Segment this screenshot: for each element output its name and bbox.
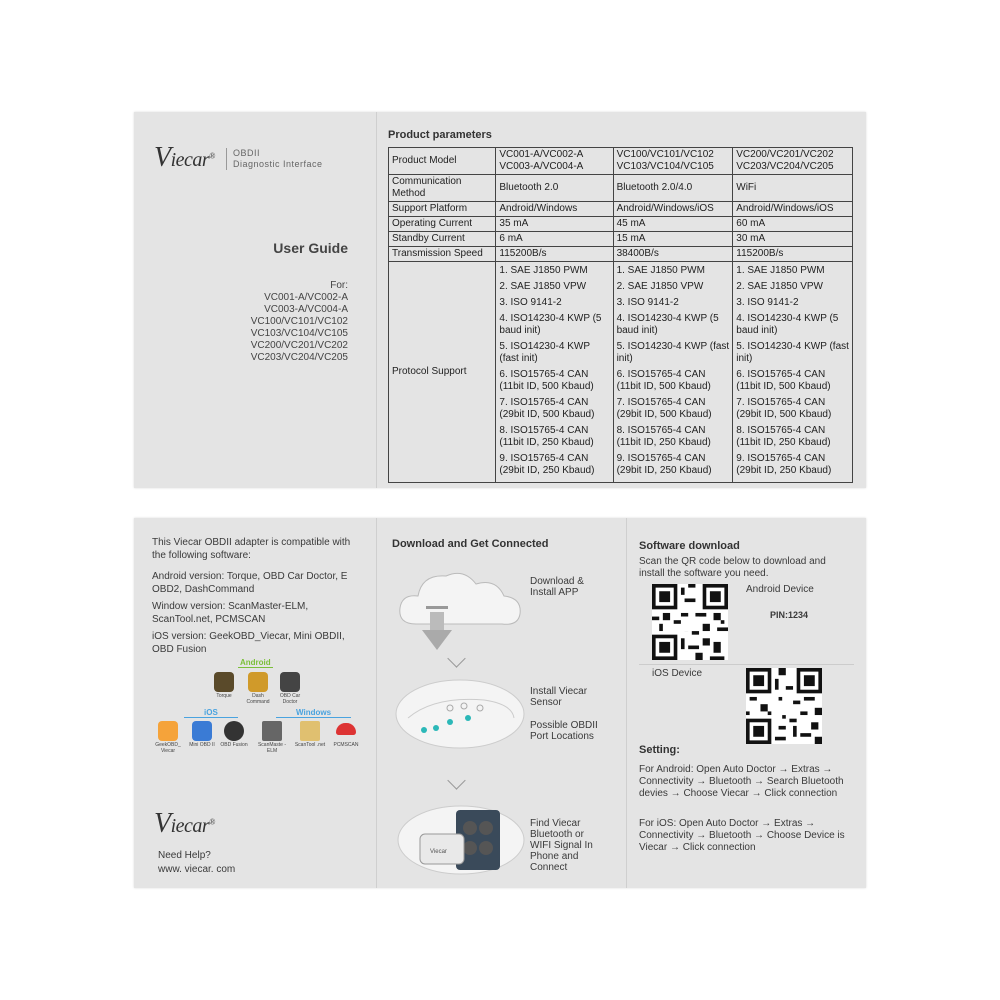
bottom-logo (154, 808, 215, 840)
protocol-item: 4. ISO14230-4 KWP (5 baud init) (616, 313, 719, 336)
scantool-app-icon (300, 721, 320, 741)
model-item: VC001-A/VC002-A (264, 292, 348, 303)
table-cell: Support Platform (389, 202, 496, 217)
table-row (389, 148, 853, 175)
table-cell: VC001-A/VC002-A VC003-A/VC004-A (496, 148, 613, 175)
model-item: VC200/VC201/VC202 (250, 340, 348, 351)
qr-pattern (746, 668, 822, 744)
step-install: Install Viecar Sensor (530, 686, 588, 708)
app-label: ScanTool .net (294, 742, 326, 748)
table-cell: 6 mA (496, 232, 613, 247)
fold-line (376, 112, 377, 488)
table-cell: Protocol Support (389, 262, 496, 483)
top-sheet (134, 112, 866, 488)
app-label: Torque (216, 693, 232, 699)
table-cell: Communication Method (389, 175, 496, 202)
protocol-item: 7. ISO15765-4 CAN (29bit ID, 500 Kbaud) (616, 397, 712, 420)
qr-pattern (652, 584, 728, 660)
table-cell: Operating Current (389, 217, 496, 232)
cloud-download-icon (396, 564, 526, 654)
table-cell: 60 mA (733, 217, 853, 232)
ios-line: iOS version: GeekOBD_Viecar, Mini OBDII, OBD Fusion (152, 631, 345, 655)
sensor-label: Viecar (430, 849, 447, 855)
protocol-item: 5. ISO14230-4 KWP (fast init) (616, 341, 730, 364)
need-help: Need Help? (158, 850, 211, 861)
car-ports-icon (394, 678, 526, 750)
table-cell: 45 mA (613, 217, 733, 232)
table-cell: Android/Windows (496, 202, 613, 217)
protocol-item: 7. ISO15765-4 CAN (29bit ID, 500 Kbaud) (736, 397, 832, 420)
table-row (389, 202, 853, 217)
table-cell: 38400B/s (613, 247, 733, 262)
protocol-item: 8. ISO15765-4 CAN (11bit ID, 250 Kbaud) (616, 425, 711, 448)
app-label: Dash Command (246, 693, 270, 705)
app-label: GeekOBD_ Viecar (155, 742, 181, 754)
table-cell: VC100/VC101/VC102 VC103/VC104/VC105 (613, 148, 733, 175)
user-guide-title: User Guide (273, 240, 348, 256)
table-cell: 115200B/s (733, 247, 853, 262)
app-label: OBD Car Doctor (279, 693, 301, 705)
protocol-item: 3. ISO 9141-2 (736, 297, 799, 308)
table-cell: VC200/VC201/VC202 VC203/VC204/VC205 (733, 148, 853, 175)
protocol-item: 2. SAE J1850 VPW (616, 281, 704, 292)
protocol-item: 5. ISO14230-4 KWP (fast init) (499, 341, 590, 364)
windows-line: Window version: ScanMaster-ELM, ScanTool.net, PCMSCAN (152, 601, 309, 625)
protocol-item: 2. SAE J1850 VPW (499, 281, 587, 292)
params-title: Product parameters (388, 129, 492, 141)
compat-intro: This Viecar OBDII adapter is compatible with the following software: (152, 537, 351, 561)
table-row (389, 175, 853, 202)
protocol-item: 6. ISO15765-4 CAN (11bit ID, 500 Kbaud) (616, 369, 711, 392)
protocol-item: 4. ISO14230-4 KWP (5 baud init) (736, 313, 839, 336)
obd-car-doctor-app-icon (280, 672, 300, 692)
table-cell: Product Model (389, 148, 496, 175)
protocol-item: 1. SAE J1850 PWM (616, 265, 705, 276)
pin-code: PIN:1234 (770, 610, 809, 620)
table-row (389, 232, 853, 247)
models-block (251, 280, 348, 364)
chevron-down-icon (447, 771, 465, 789)
model-item: VC003-A/VC004-A (264, 304, 348, 315)
protocol-item: 3. ISO 9141-2 (616, 297, 679, 308)
setting-title: Setting: (639, 744, 680, 756)
table-row (389, 262, 853, 483)
geekobd-app-icon (158, 721, 178, 741)
android-line: Android version: Torque, OBD Car Doctor, E OBD2, DashCommand (152, 571, 348, 595)
protocol-item: 8. ISO15765-4 CAN (11bit ID, 250 Kbaud) (499, 425, 594, 448)
protocol-item: 5. ISO14230-4 KWP (fast init) (736, 341, 849, 364)
app-label: ScanMaste -ELM (257, 742, 287, 754)
logo-wordmark: Viecar® (154, 142, 215, 173)
protocol-list (613, 262, 733, 483)
scanmaster-app-icon (262, 721, 282, 741)
table-row (389, 247, 853, 262)
table-cell: 15 mA (613, 232, 733, 247)
model-item: VC203/VC204/VC205 (250, 352, 348, 363)
table-cell: WiFi (733, 175, 853, 202)
protocol-item: 9. ISO15765-4 CAN (29bit ID, 250 Kbaud) (616, 453, 712, 476)
protocol-item: 6. ISO15765-4 CAN (11bit ID, 500 Kbaud) (736, 369, 831, 392)
model-item: VC100/VC101/VC102 (250, 316, 348, 327)
table-cell: 35 mA (496, 217, 613, 232)
product-type-block (226, 148, 323, 170)
table-cell: Standby Current (389, 232, 496, 247)
ios-setting: For iOS: Open Auto Doctor → Extras → Connectivity → Bluetooth → Choose Device is Viecar → Click connection (639, 818, 845, 853)
dashcommand-app-icon (248, 672, 268, 692)
bottom-sheet (134, 518, 866, 888)
android-setting: For Android: Open Auto Doctor → Extras → Connectivity → Bluetooth → Search Bluetooth devies → Choose Viecar → Click connection (639, 764, 844, 799)
protocol-item: 1. SAE J1850 PWM (736, 265, 825, 276)
product-line1: OBDII (233, 148, 261, 158)
protocol-item: 9. ISO15765-4 CAN (29bit ID, 250 Kbaud) (736, 453, 832, 476)
protocol-item: 7. ISO15765-4 CAN (29bit ID, 500 Kbaud) (499, 397, 595, 420)
ios-device-label: iOS Device (652, 668, 703, 679)
for-label: For: (330, 280, 348, 291)
table-row (389, 217, 853, 232)
pcmscan-app-icon (336, 723, 356, 735)
params-table (388, 147, 853, 483)
app-label: OBD Fusion (220, 742, 248, 748)
top-logo (154, 142, 215, 174)
protocol-item: 2. SAE J1850 VPW (736, 281, 823, 292)
download-title: Download and Get Connected (392, 538, 549, 550)
step-download: Download & Install APP (530, 576, 584, 598)
product-line2: Diagnostic Interface (233, 159, 323, 169)
phone-sensor-icon (396, 804, 526, 876)
table-cell: Android/Windows/iOS (733, 202, 853, 217)
table-cell: Bluetooth 2.0/4.0 (613, 175, 733, 202)
android-device-label: Android Device (746, 584, 814, 595)
software-desc: Scan the QR code below to download and install the software you need. (639, 556, 826, 579)
step-ports: Possible OBDII Port Locations (530, 720, 598, 742)
app-label: PCMSCAN (333, 742, 359, 748)
fold-line (376, 518, 377, 888)
model-item: VC103/VC104/VC105 (250, 328, 348, 339)
protocol-list (733, 262, 853, 483)
fold-line (626, 518, 627, 888)
protocol-item: 9. ISO15765-4 CAN (29bit ID, 250 Kbaud) (499, 453, 595, 476)
logo-wordmark: Viecar® (154, 808, 215, 839)
protocol-item: 4. ISO14230-4 KWP (5 baud init) (499, 313, 602, 336)
protocol-item: 3. ISO 9141-2 (499, 297, 562, 308)
torque-app-icon (214, 672, 234, 692)
android-heading: Android (240, 658, 271, 667)
protocol-item: 6. ISO15765-4 CAN (11bit ID, 500 Kbaud) (499, 369, 594, 392)
obd-fusion-app-icon (224, 721, 244, 741)
ios-heading: iOS (184, 708, 238, 718)
table-cell: Bluetooth 2.0 (496, 175, 613, 202)
software-title: Software download (639, 540, 740, 552)
mini-obd-app-icon (192, 721, 212, 741)
table-cell: 115200B/s (496, 247, 613, 262)
step-connect: Find Viecar Bluetooth or WIFI Signal In Phone and Connect (530, 818, 593, 873)
protocol-item: 8. ISO15765-4 CAN (11bit ID, 250 Kbaud) (736, 425, 831, 448)
table-cell: Transmission Speed (389, 247, 496, 262)
protocol-list (496, 262, 613, 483)
windows-heading: Windows (276, 708, 351, 718)
ios-qr-code[interactable] (746, 668, 822, 744)
protocol-item: 1. SAE J1850 PWM (499, 265, 588, 276)
app-label: Mini OBD II (189, 742, 215, 748)
table-cell: 30 mA (733, 232, 853, 247)
website-link[interactable]: www. viecar. com (158, 864, 236, 875)
table-cell: Android/Windows/iOS (613, 202, 733, 217)
divider (639, 664, 854, 665)
android-qr-code[interactable] (652, 584, 728, 660)
